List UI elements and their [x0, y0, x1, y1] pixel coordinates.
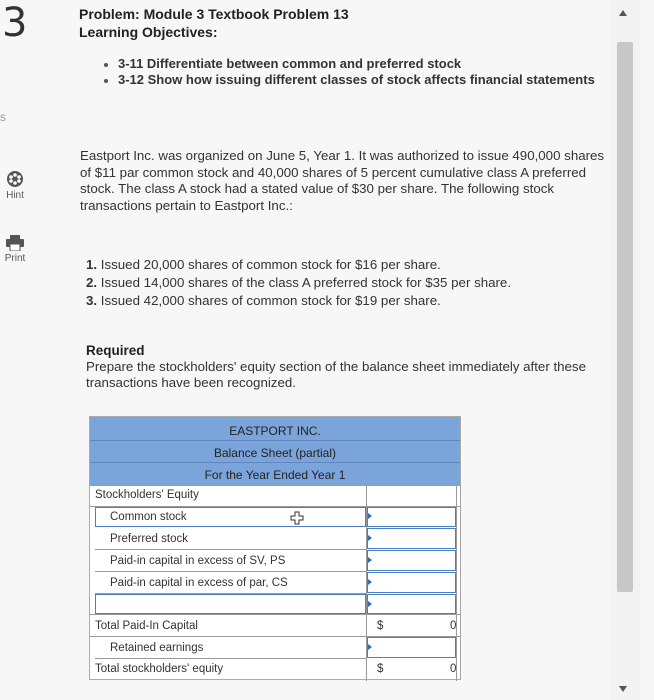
retained-earnings-label: Retained earnings: [110, 642, 204, 654]
hint-label: Hint: [6, 190, 24, 201]
bullet-icon: [104, 63, 108, 67]
list-item: 3. Issued 42,000 shares of common stock for $19 per share.: [86, 293, 441, 308]
currency-sign: $: [377, 663, 384, 675]
learning-objectives-list: [104, 56, 604, 88]
balance-sheet-header: [90, 417, 460, 486]
scroll-down-icon[interactable]: [619, 686, 627, 692]
hint-icon: [6, 170, 24, 188]
currency-sign: $: [377, 620, 384, 632]
problem-title: Problem: Module 3 Textbook Problem 13: [79, 6, 349, 22]
cursor-icon: [290, 511, 304, 525]
total-paid-in-value: 0: [450, 620, 457, 632]
blank-row-amount-input[interactable]: [367, 594, 456, 614]
retained-earnings-amount-input[interactable]: [367, 637, 456, 658]
row-label: Preferred stock: [110, 533, 188, 545]
required-text: Prepare the stockholders' equity section of the balance sheet immediately after these transactions have been recognized.: [86, 359, 586, 390]
preferred-stock-amount-input[interactable]: [367, 528, 456, 549]
print-button[interactable]: [0, 235, 30, 264]
section-label: Stockholders' Equity: [95, 489, 199, 501]
paid-in-par-cs-amount-input[interactable]: [367, 572, 456, 593]
rail-marker: s: [0, 110, 6, 124]
list-item: 1. Issued 20,000 shares of common stock for $16 per share.: [86, 257, 441, 272]
row-label: Paid-in capital in excess of par, CS: [110, 577, 288, 589]
learning-objectives-label: Learning Objectives:: [79, 24, 218, 40]
scrollbar-thumb[interactable]: [617, 42, 633, 592]
question-number: 3: [2, 0, 28, 46]
required-heading: Required: [86, 343, 145, 358]
statement-name: Balance Sheet (partial): [213, 446, 337, 460]
transactions-list: [86, 256, 606, 310]
list-item: 3-12 Show how issuing different classes of stock affects financial statements: [104, 72, 604, 88]
printer-icon: [6, 235, 24, 251]
scroll-up-icon[interactable]: [619, 10, 627, 16]
company-name: EASTPORT INC.: [229, 424, 321, 438]
list-item: 3-11 Differentiate between common and preferred stock: [104, 56, 604, 72]
hint-button[interactable]: [0, 170, 30, 201]
balance-sheet-table: [89, 416, 461, 680]
statement-period: For the Year Ended Year 1: [204, 468, 346, 482]
total-paid-in-label: Total Paid-In Capital: [95, 620, 198, 632]
total-equity-value: 0: [450, 663, 457, 675]
total-equity-label: Total stockholders' equity: [95, 663, 224, 675]
list-item: 2. Issued 14,000 shares of the class A preferred stock for $35 per share.: [86, 275, 512, 290]
print-label: Print: [4, 253, 26, 264]
paid-in-sv-ps-amount-input[interactable]: [367, 550, 456, 571]
row-label: Paid-in capital in excess of SV, PS: [110, 555, 286, 567]
bullet-icon: [104, 79, 108, 83]
blank-row-label-field[interactable]: [95, 594, 366, 614]
common-stock-amount-input[interactable]: [367, 507, 456, 527]
row-label: Common stock: [110, 511, 187, 523]
problem-paragraph: Eastport Inc. was organized on June 5, Year 1. It was authorized to issue 490,000 shares of $11 par common stock and 40,000 shares of 5 percent cumulative class A preferred stock. The class A stock had a stated value of $30 per share. The following stock transactions pertain to Eastport Inc.:: [80, 148, 605, 213]
